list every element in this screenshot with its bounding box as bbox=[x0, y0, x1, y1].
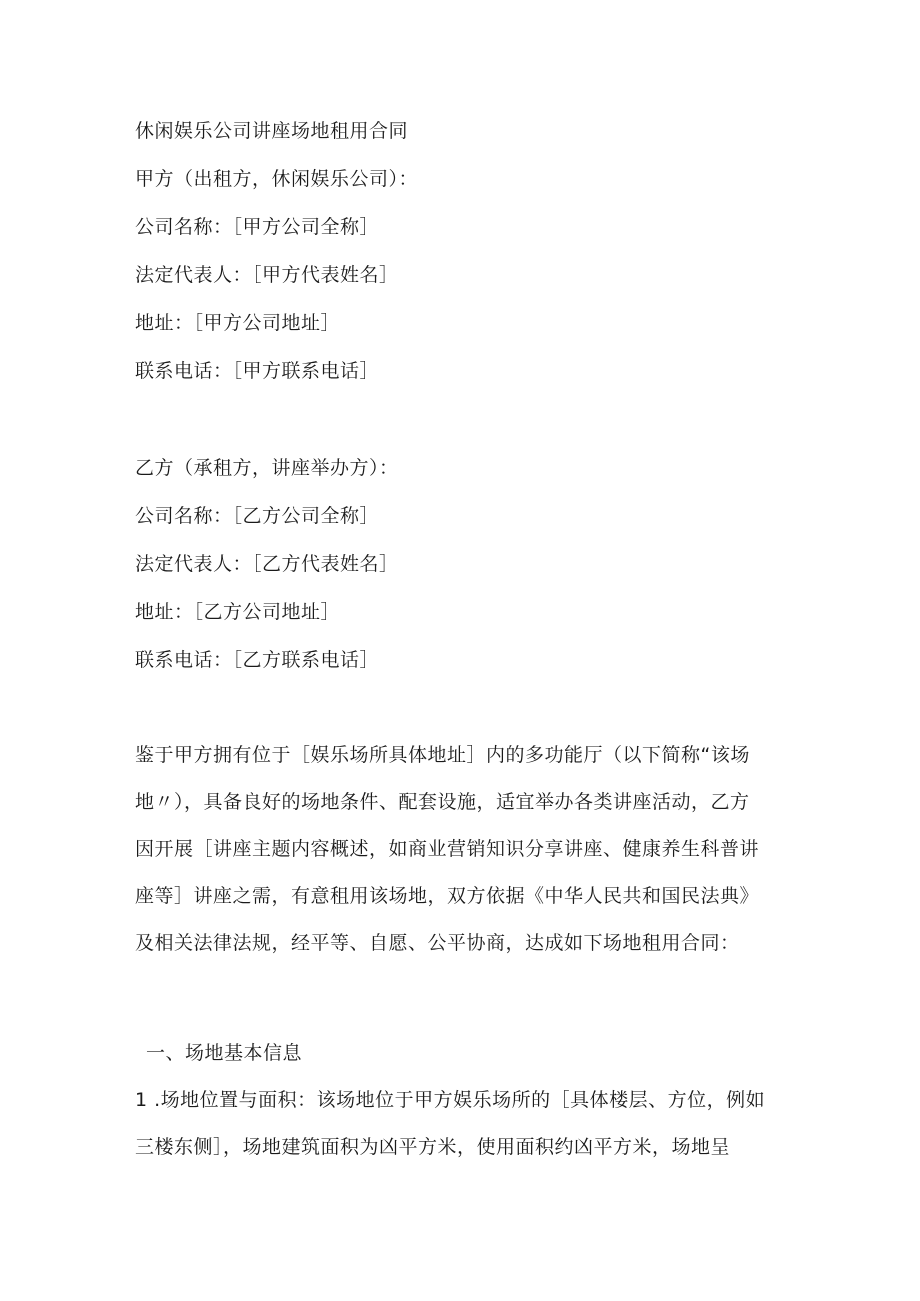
preamble-paragraph bbox=[135, 732, 790, 967]
preamble-line: 及相关法律法规，经平等、自愿、公平协商，达成如下场地租用合同： bbox=[135, 932, 740, 954]
party-b-phone: 联系电话：［乙方联系电话］ bbox=[135, 649, 380, 671]
section-1-item-1 bbox=[135, 1077, 790, 1171]
party-a-phone: 联系电话：［甲方联系电话］ bbox=[135, 360, 380, 382]
preamble-line: 鉴于甲方拥有位于［娱乐场所具体地址］内的多功能厅（以下简称“该场 bbox=[135, 744, 750, 766]
party-b-company: 公司名称：［乙方公司全称］ bbox=[135, 505, 380, 527]
party-a-representative: 法定代表人：［甲方代表姓名］ bbox=[135, 264, 399, 286]
party-a-company: 公司名称：［甲方公司全称］ bbox=[135, 216, 380, 238]
preamble-line: 因开展［讲座主题内容概述，如商业营销知识分享讲座、健康养生科普讲 bbox=[135, 838, 760, 860]
section-1-heading: 一、场地基本信息 bbox=[146, 1042, 303, 1064]
party-a-address: 地址：［甲方公司地址］ bbox=[135, 312, 341, 334]
party-b-address: 地址：［乙方公司地址］ bbox=[135, 601, 341, 623]
section-1-item-1-line: 1 .场地位置与面积：该场地位于甲方娱乐场所的［具体楼层、方位，例如 bbox=[135, 1089, 766, 1111]
preamble-line: 座等］讲座之需，有意租用该场地，双方依据《中华人民共和国民法典》 bbox=[135, 885, 760, 907]
party-b-heading: 乙方（承租方，讲座举办方）： bbox=[135, 457, 399, 479]
contract-title: 休闲娱乐公司讲座场地租用合同 bbox=[135, 120, 409, 142]
section-1-item-1-line: 三楼东侧］，场地建筑面积为凶平方米，使用面积约凶平方米，场地呈 bbox=[135, 1136, 731, 1158]
party-b-representative: 法定代表人：［乙方代表姓名］ bbox=[135, 553, 399, 575]
preamble-line: 地〃），具备良好的场地条件、配套设施，适宜举办各类讲座活动，乙方 bbox=[135, 791, 750, 813]
party-a-heading: 甲方（出租方，休闲娱乐公司）： bbox=[135, 168, 419, 190]
